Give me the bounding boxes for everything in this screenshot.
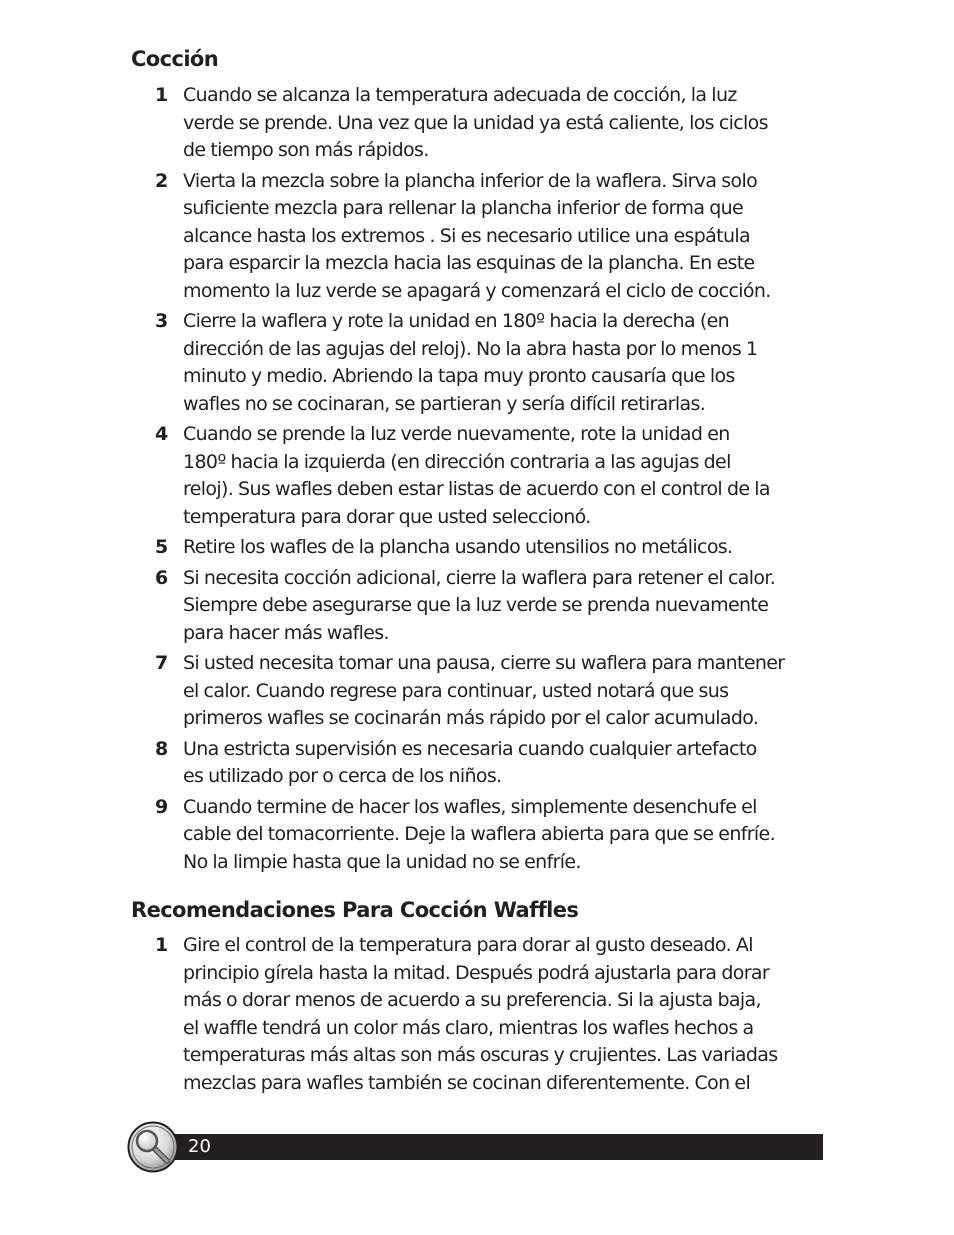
step-item bbox=[155, 565, 835, 648]
step-number: 1 bbox=[155, 84, 169, 106]
step-text-line: para esparcir la mezcla hacia las esquinas de la plancha. En este bbox=[183, 252, 755, 274]
step-item bbox=[155, 932, 835, 1097]
step-number: 5 bbox=[155, 536, 169, 558]
step-item bbox=[155, 736, 835, 791]
step-text bbox=[183, 932, 835, 1097]
step-text-line: temperatura para dorar que usted seleccionó. bbox=[183, 505, 591, 528]
step-text-line: Retire los wafles de la plancha usando utensilios no metálicos. bbox=[183, 536, 733, 558]
step-text bbox=[183, 82, 835, 165]
step-text-line: de tiempo son más rápidos. bbox=[183, 139, 429, 161]
step-text bbox=[183, 534, 835, 562]
step-item bbox=[155, 650, 835, 733]
step-text-line: Cierre la waflera y rote la unidad en 180º hacia la derecha (en bbox=[183, 310, 730, 332]
step-text-line: 180º hacia la izquierda (en dirección contraria a las agujas del bbox=[183, 450, 731, 473]
step-text-line: cable del tomacorriente. Deje la waflera abierta para que se enfríe. bbox=[183, 823, 775, 845]
magnifier-icon bbox=[127, 1121, 179, 1173]
step-item bbox=[155, 534, 835, 562]
step-text-line: el calor. Cuando regrese para continuar, usted notará que sus bbox=[183, 679, 729, 702]
section-title-recomendaciones: Recomendaciones Para Cocción Waffles bbox=[131, 898, 579, 922]
step-number: 7 bbox=[155, 652, 169, 674]
step-text-line: Cuando se prende la luz verde nuevamente, rote la unidad en bbox=[183, 423, 730, 445]
step-text-line: Vierta la mezcla sobre la plancha inferior de la waflera. Sirva solo bbox=[183, 169, 758, 192]
step-text bbox=[183, 650, 835, 733]
step-text-line: reloj). Sus wafles deben estar listas de acuerdo con el control de la bbox=[183, 478, 770, 500]
step-text-line: Si usted necesita tomar una pausa, cierre su waflera para mantener bbox=[183, 652, 785, 674]
step-item bbox=[155, 794, 835, 877]
step-number: 9 bbox=[155, 795, 169, 818]
step-text bbox=[183, 565, 835, 648]
step-text-line: es utilizado por o cerca de los niños. bbox=[183, 765, 502, 787]
step-text-line: suficiente mezcla para rellenar la plancha inferior de forma que bbox=[183, 197, 744, 219]
step-text-line: primeros wafles se cocinarán más rápido por el calor acumulado. bbox=[183, 707, 759, 729]
footer-bar bbox=[168, 1134, 823, 1160]
step-item bbox=[155, 168, 835, 306]
step-text-line: el waffle tendrá un color más claro, mientras los wafles hechos a bbox=[183, 1016, 754, 1039]
step-item bbox=[155, 421, 835, 531]
step-text-line: alcance hasta los extremos . Si es necesario utilice una espátula bbox=[183, 224, 750, 247]
step-text-line: No la limpie hasta que la unidad no se enfríe. bbox=[183, 850, 581, 873]
step-text-line: más o dorar menos de acuerdo a su preferencia. Si la ajusta baja, bbox=[183, 989, 761, 1011]
section-title-coccion: Cocción bbox=[131, 47, 219, 71]
step-text-line: Si necesita cocción adicional, cierre la waflera para retener el calor. bbox=[183, 566, 776, 589]
step-text-line: Gire el control de la temperatura para dorar al gusto deseado. Al bbox=[183, 934, 753, 956]
step-text-line: momento la luz verde se apagará y comenzará el ciclo de cocción. bbox=[183, 279, 771, 302]
step-text-line: minuto y medio. Abriendo la tapa muy pronto causaría que los bbox=[183, 365, 735, 387]
step-number: 2 bbox=[155, 169, 169, 192]
step-text-line: principio gírela hasta la mitad. Después podrá ajustarla para dorar bbox=[183, 961, 770, 984]
coccion-steps-list bbox=[155, 82, 835, 879]
step-text-line: temperaturas más altas son más oscuras y crujientes. Las variadas bbox=[183, 1044, 778, 1066]
step-text bbox=[183, 421, 835, 531]
step-text-line: verde se prende. Una vez que la unidad ya está caliente, los ciclos bbox=[183, 111, 768, 134]
step-number: 1 bbox=[155, 934, 169, 956]
step-text bbox=[183, 308, 835, 418]
step-text-line: para hacer más wafles. bbox=[183, 621, 389, 644]
step-text-line: wafles no se cocinaran, se partieran y sería difícil retirarlas. bbox=[183, 392, 706, 415]
step-text-line: Siempre debe asegurarse que la luz verde se prenda nuevamente bbox=[183, 594, 769, 616]
step-number: 3 bbox=[155, 310, 169, 332]
step-text bbox=[183, 168, 835, 306]
step-text-line: dirección de las agujas del reloj). No la abra hasta por lo menos 1 bbox=[183, 337, 758, 360]
step-item bbox=[155, 82, 835, 165]
step-number: 8 bbox=[155, 737, 169, 760]
step-text bbox=[183, 794, 835, 877]
step-text-line: Cuando termine de hacer los wafles, simplemente desenchufe el bbox=[183, 795, 757, 818]
step-number: 6 bbox=[155, 566, 169, 589]
step-number: 4 bbox=[155, 423, 169, 445]
step-text bbox=[183, 736, 835, 791]
recomendaciones-steps-list bbox=[155, 932, 835, 1100]
step-text-line: mezclas para wafles también se cocinan diferentemente. Con el bbox=[183, 1071, 751, 1094]
page-number: 20 bbox=[188, 1136, 211, 1157]
step-item bbox=[155, 308, 835, 418]
step-text-line: Cuando se alcanza la temperatura adecuada de cocción, la luz bbox=[183, 84, 737, 106]
step-text-line: Una estricta supervisión es necesaria cuando cualquier artefacto bbox=[183, 737, 757, 760]
